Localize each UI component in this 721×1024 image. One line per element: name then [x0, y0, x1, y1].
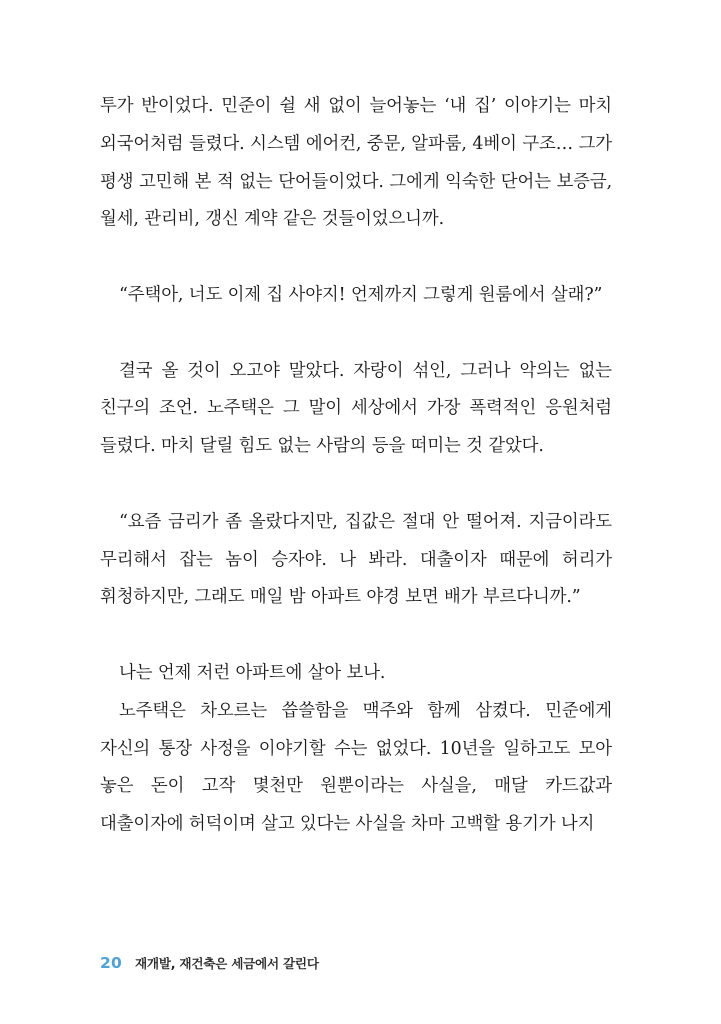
paragraph-dialogue-second: “요즘 금리가 좀 올랐다지만, 집값은 절대 안 떨어져. 지금이라도 무리해서 잡는 놈이 승자야. 나 봐라. 대출이자 때문에 허리가 휘청하지만, 그래도 매일 밤 아파트 야경 보면 배가 부르다니까.” — [100, 511, 612, 608]
paragraph-continuation: 투가 반이었다. 민준이 쉴 새 없이 늘어놓는 ‘내 집’ 이야기는 마치 외국어처럼 들렸다. 시스템 에어컨, 중문, 알파룸, 4베이 구조… 그가 평생 고민해 본 적 없는 단어들이었다. 그에게 익숙한 단어는 보증금, 월세, 관리비, 갱신 계약 같은 것들이었으니까. — [100, 96, 612, 230]
footer-book-title: 재개발, 재건축은 세금에서 갈린다 — [134, 956, 319, 971]
body-text-column — [100, 88, 612, 844]
paragraph-narrative-second: 노주택은 차오르는 씁쓸함을 맥주와 함께 삼켰다. 민준에게 자신의 통장 사정을 이야기할 수는 없었다. 10년을 일하고도 모아 놓은 돈이 고작 몇천만 원뿐이라는 사실을, 매달 카드값과 대출이자에 허덕이며 살고 있다는 사실을 차마 고백할 용기가 나지 — [100, 700, 612, 835]
paragraph-dialogue-first: “주택아, 너도 이제 집 사야지! 언제까지 그렇게 원룸에서 살래?” — [119, 284, 603, 305]
paragraph-narrative-first: 결국 올 것이 오고야 말았다. 자랑이 섞인, 그러나 악의는 없는 친구의 조언. 노주택은 그 말이 세상에서 가장 폭력적인 응원처럼 들렸다. 마치 달릴 힘도 없는 사람의 등을 떠미는 것 같았다. — [100, 360, 612, 457]
footer-page-number: 20 — [100, 954, 122, 972]
paragraph-inner-monologue: 나는 언제 저런 아파트에 살아 보나. — [119, 662, 386, 683]
page-footer — [100, 953, 319, 972]
